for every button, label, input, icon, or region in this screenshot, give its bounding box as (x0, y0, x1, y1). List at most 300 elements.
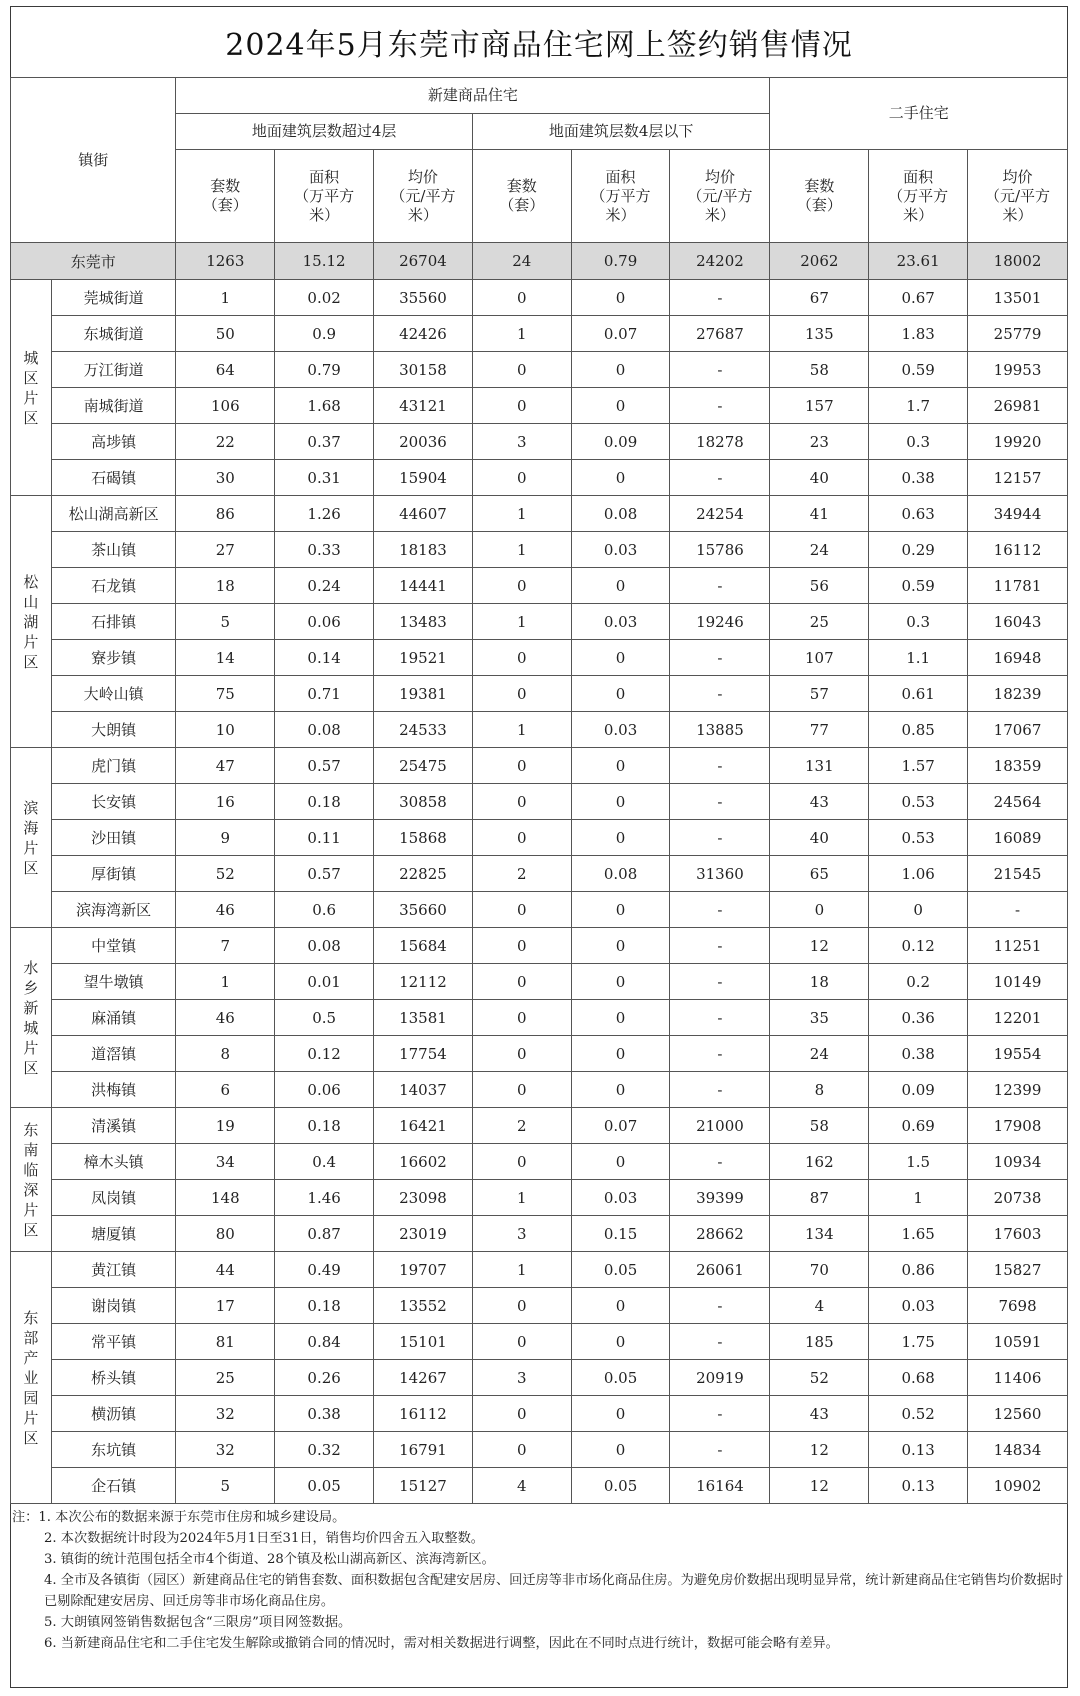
table-row (11, 460, 1068, 496)
district-name: 中堂镇 (51, 928, 176, 964)
table-cell: 0.06 (275, 604, 374, 640)
table-row (11, 604, 1068, 640)
table-cell: 0.57 (275, 856, 374, 892)
table-cell: 0.33 (275, 532, 374, 568)
table-cell: 26704 (374, 243, 473, 280)
table-cell: 86 (176, 496, 275, 532)
table-cell: 35560 (374, 280, 473, 316)
table-cell: 18239 (968, 676, 1068, 712)
table-cell: 1 (472, 712, 571, 748)
note-2: 2. 本次数据统计时段为2024年5月1日至31日，销售均价四舍五入取整数。 (44, 1531, 484, 1546)
table-cell: 0.87 (275, 1216, 374, 1252)
table-cell: 107 (770, 640, 869, 676)
table-cell: 0 (472, 964, 571, 1000)
table-cell: 21000 (670, 1108, 770, 1144)
table-cell: 0.11 (275, 820, 374, 856)
table-cell: 25475 (374, 748, 473, 784)
table-cell: 16602 (374, 1144, 473, 1180)
district-name: 常平镇 (51, 1324, 176, 1360)
table-cell: 13501 (968, 280, 1068, 316)
table-cell: 16043 (968, 604, 1068, 640)
table-cell: 16112 (968, 532, 1068, 568)
table-cell: 0.53 (869, 784, 968, 820)
table-cell: 31360 (670, 856, 770, 892)
table-cell: 41 (770, 496, 869, 532)
table-cell: 18002 (968, 243, 1068, 280)
table-cell: 0 (571, 460, 670, 496)
table-cell: 12399 (968, 1072, 1068, 1108)
table-cell: 24 (770, 1036, 869, 1072)
table-cell: 16421 (374, 1108, 473, 1144)
table-cell: 2062 (770, 243, 869, 280)
table-cell: 81 (176, 1324, 275, 1360)
table-cell: 11406 (968, 1360, 1068, 1396)
table-cell: 0.4 (275, 1144, 374, 1180)
table-cell: 0.08 (571, 496, 670, 532)
table-cell: 0 (472, 1324, 571, 1360)
table-cell: 27 (176, 532, 275, 568)
table-row (11, 1396, 1068, 1432)
table-cell: 15684 (374, 928, 473, 964)
above-4-floors-header: 地面建筑层数超过4层 (176, 114, 472, 150)
table-row (11, 964, 1068, 1000)
zone-label: 东 部 产 业 园 片 区 (11, 1252, 52, 1504)
table-cell: 15827 (968, 1252, 1068, 1288)
table-cell: 16164 (670, 1468, 770, 1504)
table-cell: 56 (770, 568, 869, 604)
table-cell: 5 (176, 604, 275, 640)
district-name: 万江街道 (51, 352, 176, 388)
table-cell: 16948 (968, 640, 1068, 676)
table-cell: 70 (770, 1252, 869, 1288)
table-cell: 0.24 (275, 568, 374, 604)
unit-header: 均价 （元/平方 米） (374, 150, 473, 243)
table-cell: 58 (770, 352, 869, 388)
table-cell: 25 (770, 604, 869, 640)
table-cell: 14037 (374, 1072, 473, 1108)
table-cell: 13581 (374, 1000, 473, 1036)
unit-header: 面积 （万平方 米） (869, 150, 968, 243)
table-cell: 16089 (968, 820, 1068, 856)
table-cell: 12201 (968, 1000, 1068, 1036)
table-cell: 3 (472, 1360, 571, 1396)
table-cell: 0.79 (571, 243, 670, 280)
table-cell: 0.01 (275, 964, 374, 1000)
table-cell: 20036 (374, 424, 473, 460)
table-cell: 46 (176, 1000, 275, 1036)
table-cell: 18 (770, 964, 869, 1000)
table-cell: 0.05 (275, 1468, 374, 1504)
table-cell: 157 (770, 388, 869, 424)
table-cell: 20919 (670, 1360, 770, 1396)
table-cell: 0.05 (571, 1360, 670, 1396)
table-cell: - (670, 1036, 770, 1072)
table-cell: 0 (571, 352, 670, 388)
table-cell: 185 (770, 1324, 869, 1360)
table-cell: 131 (770, 748, 869, 784)
table-cell: 16791 (374, 1432, 473, 1468)
table-cell: 1263 (176, 243, 275, 280)
table-cell: 43 (770, 784, 869, 820)
table-cell: 0.86 (869, 1252, 968, 1288)
table-row (11, 532, 1068, 568)
unit-header: 面积 （万平方 米） (275, 150, 374, 243)
table-cell: 1.46 (275, 1180, 374, 1216)
table-cell: 0.03 (869, 1288, 968, 1324)
table-cell: 15127 (374, 1468, 473, 1504)
table-cell: 0.67 (869, 280, 968, 316)
table-cell: 162 (770, 1144, 869, 1180)
district-name: 松山湖高新区 (51, 496, 176, 532)
table-cell: 0 (472, 388, 571, 424)
table-cell: 19 (176, 1108, 275, 1144)
district-name: 道滘镇 (51, 1036, 176, 1072)
table-cell: 26981 (968, 388, 1068, 424)
table-cell: 17603 (968, 1216, 1068, 1252)
table-cell: 11781 (968, 568, 1068, 604)
table-cell: 16112 (374, 1396, 473, 1432)
table-cell: 3 (472, 1216, 571, 1252)
table-cell: 0 (571, 1072, 670, 1108)
table-row (11, 676, 1068, 712)
table-cell: 19554 (968, 1036, 1068, 1072)
table-cell: 43121 (374, 388, 473, 424)
table-cell: 1.68 (275, 388, 374, 424)
district-name: 沙田镇 (51, 820, 176, 856)
table-cell: 23.61 (869, 243, 968, 280)
table-cell: 1 (176, 280, 275, 316)
table-cell: 0.59 (869, 352, 968, 388)
table-cell: 0.71 (275, 676, 374, 712)
table-cell: 10934 (968, 1144, 1068, 1180)
table-cell: 19246 (670, 604, 770, 640)
table-cell: 0.08 (275, 928, 374, 964)
district-name: 东坑镇 (51, 1432, 176, 1468)
note-4: 4. 全市及各镇街（园区）新建商品住宅的销售套数、面积数据包含配建安居房、回迁房等非市场化商品住房。为避免房价数据出现明显异常，统计新建商品住宅销售均价数据时已剔除配建安居房、回迁房等非市场化商品住房。 (44, 1573, 1064, 1609)
table-cell: 16 (176, 784, 275, 820)
table-cell: 44607 (374, 496, 473, 532)
sales-table (10, 77, 1068, 1504)
table-cell: 106 (176, 388, 275, 424)
district-name: 莞城街道 (51, 280, 176, 316)
table-cell: 0.3 (869, 424, 968, 460)
table-cell: 135 (770, 316, 869, 352)
table-row (11, 1324, 1068, 1360)
table-cell: 15904 (374, 460, 473, 496)
table-cell: - (670, 1000, 770, 1036)
table-cell: 10 (176, 712, 275, 748)
table-cell: 0 (571, 820, 670, 856)
table-cell: 1 (472, 316, 571, 352)
table-cell: 0.02 (275, 280, 374, 316)
table-cell: 0.15 (571, 1216, 670, 1252)
table-cell: 0.61 (869, 676, 968, 712)
table-cell: 3 (472, 424, 571, 460)
table-cell: 0 (571, 568, 670, 604)
table-cell: - (670, 748, 770, 784)
table-cell: 0 (472, 352, 571, 388)
district-name: 麻涌镇 (51, 1000, 176, 1036)
zone-label: 滨 海 片 区 (11, 748, 52, 928)
table-cell: 0.2 (869, 964, 968, 1000)
table-cell: 134 (770, 1216, 869, 1252)
table-cell: 0 (472, 928, 571, 964)
table-cell: 8 (770, 1072, 869, 1108)
table-cell: 148 (176, 1180, 275, 1216)
table-cell: 40 (770, 820, 869, 856)
table-row (11, 1216, 1068, 1252)
unit-header: 套数 （套） (770, 150, 869, 243)
table-cell: 19707 (374, 1252, 473, 1288)
table-cell: 0 (571, 784, 670, 820)
table-cell: - (670, 388, 770, 424)
table-cell: 0.52 (869, 1396, 968, 1432)
table-cell: 14 (176, 640, 275, 676)
table-cell: 18183 (374, 532, 473, 568)
district-name: 望牛墩镇 (51, 964, 176, 1000)
table-row (11, 424, 1068, 460)
table-row (11, 820, 1068, 856)
table-cell: 0.29 (869, 532, 968, 568)
unit-header: 套数 （套） (176, 150, 275, 243)
table-cell: 39399 (670, 1180, 770, 1216)
district-name: 滨海湾新区 (51, 892, 176, 928)
table-cell: 0.12 (275, 1036, 374, 1072)
table-cell: 14834 (968, 1432, 1068, 1468)
table-cell: 20738 (968, 1180, 1068, 1216)
table-cell: 15786 (670, 532, 770, 568)
table-cell: 0 (869, 892, 968, 928)
table-cell: 0.18 (275, 1288, 374, 1324)
table-cell: - (670, 1432, 770, 1468)
table-cell: 0.37 (275, 424, 374, 460)
table-row (11, 1288, 1068, 1324)
table-cell: 1 (472, 496, 571, 532)
unit-header: 均价 （元/平方 米） (968, 150, 1068, 243)
table-cell: 35 (770, 1000, 869, 1036)
district-name: 凤岗镇 (51, 1180, 176, 1216)
table-cell: 23098 (374, 1180, 473, 1216)
table-cell: - (670, 640, 770, 676)
table-cell: 2 (472, 856, 571, 892)
table-cell: 0.03 (571, 532, 670, 568)
table-cell: 0.05 (571, 1252, 670, 1288)
table-cell: - (670, 928, 770, 964)
table-cell: 44 (176, 1252, 275, 1288)
table-cell: 0 (571, 1324, 670, 1360)
table-cell: - (670, 1396, 770, 1432)
table-cell: 32 (176, 1432, 275, 1468)
table-row (11, 1180, 1068, 1216)
table-cell: 0.08 (571, 856, 670, 892)
table-cell: 1.65 (869, 1216, 968, 1252)
district-name: 大朗镇 (51, 712, 176, 748)
table-cell: - (670, 676, 770, 712)
table-cell: 0 (472, 892, 571, 928)
table-cell: 0 (571, 1000, 670, 1036)
table-cell: 19920 (968, 424, 1068, 460)
table-cell: - (670, 280, 770, 316)
district-name: 高埗镇 (51, 424, 176, 460)
table-cell: - (670, 460, 770, 496)
table-cell: 0.07 (571, 1108, 670, 1144)
table-row (11, 316, 1068, 352)
district-name: 黄江镇 (51, 1252, 176, 1288)
table-cell: 1.26 (275, 496, 374, 532)
district-name: 横沥镇 (51, 1396, 176, 1432)
table-cell: 0.26 (275, 1360, 374, 1396)
table-cell: 13885 (670, 712, 770, 748)
table-cell: 0.09 (571, 424, 670, 460)
district-name: 企石镇 (51, 1468, 176, 1504)
table-row (11, 568, 1068, 604)
table-cell: 0 (472, 676, 571, 712)
table-cell: 10591 (968, 1324, 1068, 1360)
table-row (11, 1108, 1068, 1144)
table-cell: 28662 (670, 1216, 770, 1252)
table-cell: 75 (176, 676, 275, 712)
table-cell: 1.1 (869, 640, 968, 676)
table-cell: 42426 (374, 316, 473, 352)
table-cell: 25779 (968, 316, 1068, 352)
table-cell: 1.75 (869, 1324, 968, 1360)
table-cell: 0.59 (869, 568, 968, 604)
table-cell: 0.69 (869, 1108, 968, 1144)
table-cell: 17754 (374, 1036, 473, 1072)
table-cell: 10149 (968, 964, 1068, 1000)
table-cell: 24 (472, 243, 571, 280)
table-cell: 0.32 (275, 1432, 374, 1468)
table-row (11, 1432, 1068, 1468)
district-name: 长安镇 (51, 784, 176, 820)
table-cell: 14441 (374, 568, 473, 604)
table-cell: - (968, 892, 1068, 928)
table-cell: 23019 (374, 1216, 473, 1252)
table-cell: 0 (472, 1000, 571, 1036)
table-cell: 43 (770, 1396, 869, 1432)
table-cell: 0 (472, 1144, 571, 1180)
table-row (11, 1144, 1068, 1180)
table-cell: 0.38 (869, 1036, 968, 1072)
note-6: 6. 当新建商品住宅和二手住宅发生解除或撤销合同的情况时，需对相关数据进行调整，因此在不同时点进行统计，数据可能会略有差异。 (44, 1636, 839, 1651)
table-cell: 17067 (968, 712, 1068, 748)
table-cell: 0 (472, 460, 571, 496)
table-cell: 0 (571, 640, 670, 676)
zone-label: 水 乡 新 城 片 区 (11, 928, 52, 1108)
table-cell: 0 (472, 280, 571, 316)
table-cell: 7698 (968, 1288, 1068, 1324)
table-cell: 18359 (968, 748, 1068, 784)
table-cell: 10902 (968, 1468, 1068, 1504)
table-cell: 18 (176, 568, 275, 604)
table-cell: 0 (571, 928, 670, 964)
table-cell: 1 (472, 1180, 571, 1216)
table-cell: - (670, 1072, 770, 1108)
table-cell: 0 (472, 640, 571, 676)
table-cell: - (670, 1288, 770, 1324)
table-cell: 7 (176, 928, 275, 964)
table-cell: 0.14 (275, 640, 374, 676)
table-cell: 0 (571, 1036, 670, 1072)
district-name: 桥头镇 (51, 1360, 176, 1396)
table-cell: - (670, 820, 770, 856)
table-cell: 0 (571, 388, 670, 424)
district-name: 洪梅镇 (51, 1072, 176, 1108)
table-cell: 0.31 (275, 460, 374, 496)
table-row (11, 1036, 1068, 1072)
table-cell: 0.79 (275, 352, 374, 388)
table-cell: 30 (176, 460, 275, 496)
table-cell: 25 (176, 1360, 275, 1396)
table-cell: 77 (770, 712, 869, 748)
table-cell: 32 (176, 1396, 275, 1432)
table-cell: 0 (571, 1288, 670, 1324)
table-cell: 0.84 (275, 1324, 374, 1360)
table-row (11, 856, 1068, 892)
table-cell: 87 (770, 1180, 869, 1216)
note-3: 3. 镇街的统计范围包括全市4个街道、28个镇及松山湖高新区、滨海湾新区。 (44, 1552, 495, 1567)
table-cell: 0 (571, 1144, 670, 1180)
table-cell: 24254 (670, 496, 770, 532)
table-cell: 65 (770, 856, 869, 892)
district-name: 大岭山镇 (51, 676, 176, 712)
table-cell: 0.18 (275, 1108, 374, 1144)
district-name: 石龙镇 (51, 568, 176, 604)
table-cell: 35660 (374, 892, 473, 928)
table-cell: 0.85 (869, 712, 968, 748)
second-hand-header: 二手住宅 (770, 78, 1068, 150)
table-cell: 12157 (968, 460, 1068, 496)
page-title: 2024年5月东莞市商品住宅网上签约销售情况 (225, 27, 853, 63)
table-cell: 17 (176, 1288, 275, 1324)
table-cell: 0 (571, 892, 670, 928)
table-row (11, 784, 1068, 820)
table-row (11, 1252, 1068, 1288)
table-cell: 1 (472, 1252, 571, 1288)
table-row (11, 712, 1068, 748)
district-name: 清溪镇 (51, 1108, 176, 1144)
table-cell: 24564 (968, 784, 1068, 820)
note-1: 注：1. 本次公布的数据来源于东莞市住房和城乡建设局。 (12, 1510, 346, 1525)
table-cell: 1.57 (869, 748, 968, 784)
table-cell: 0.03 (571, 1180, 670, 1216)
table-cell: 26061 (670, 1252, 770, 1288)
table-cell: 0 (472, 1396, 571, 1432)
table-cell: 1.83 (869, 316, 968, 352)
table-cell: 12 (770, 1432, 869, 1468)
table-cell: - (670, 964, 770, 1000)
table-cell: 24202 (670, 243, 770, 280)
table-cell: - (670, 784, 770, 820)
table-cell: 0.6 (275, 892, 374, 928)
table-cell: 30158 (374, 352, 473, 388)
table-row (11, 748, 1068, 784)
table-cell: 67 (770, 280, 869, 316)
table-row (11, 1000, 1068, 1036)
table-cell: 34 (176, 1144, 275, 1180)
table-cell: - (670, 1144, 770, 1180)
table-cell: 9 (176, 820, 275, 856)
table-cell: 0.63 (869, 496, 968, 532)
table-row (11, 1360, 1068, 1396)
unit-header: 套数 （套） (472, 150, 571, 243)
table-cell: 1 (472, 532, 571, 568)
district-name: 东城街道 (51, 316, 176, 352)
table-cell: 8 (176, 1036, 275, 1072)
district-name: 石碣镇 (51, 460, 176, 496)
table-cell: 80 (176, 1216, 275, 1252)
table-row (11, 496, 1068, 532)
